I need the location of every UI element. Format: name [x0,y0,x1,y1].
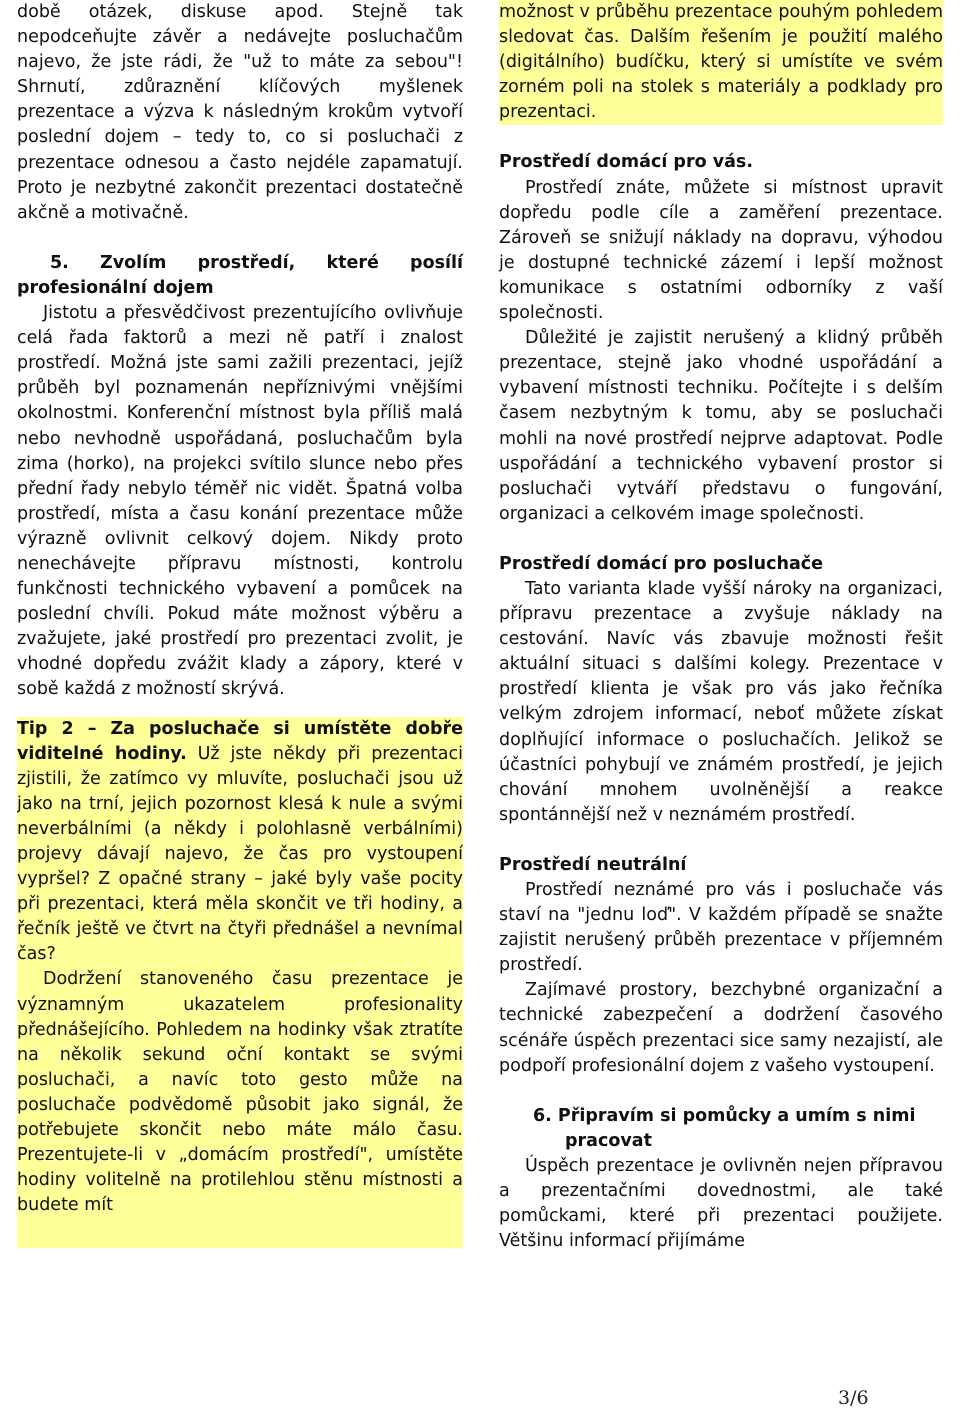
home-for-audience-heading: Prostředí domácí pro posluchače [499,553,824,574]
home-for-you-heading: Prostředí domácí pro vás. [499,152,753,173]
neutral-heading: Prostředí neutrální [499,854,687,875]
tip-title: Tip 2 – Za posluchače si umístěte dobře viditelné hodiny. [17,718,463,764]
tip-box-continued [499,0,943,125]
home-for-you-paragraph-2: Důležité je zajistit nerušený a klidný průběh prezentace, stejně jako vhodné uspořádání a vybavení místnosti techniku. Počítejte i s delším časem nezbytným k tomu, aby se posluchači mohli na nové prostředí nejprve adaptovat. Podle uspořádání a technického vybavení prostor si posluchači vytváří představu o fungování, organizaci a celkovém image společnosti. [499,328,943,524]
section-5-heading: 5. Zvolím prostředí, které posílí profesionální dojem [17,252,463,298]
section-5-body: Jistotu a přesvědčivost prezentujícího ovlivňuje celá řada faktorů a mezi ně patří i znalost prostředí. Možná jste sami zažili prezentaci, jejíž průběh byl poznamenán nepříznivými vnějšími okolnostmi. Konferenční místnost byla příliš malá nebo nevhodně uspořádaná, posluchačům byla zima (horko), na projekci svítilo slunce nebo přes přední řady nebylo téměř nic vidět. Špatná volba prostředí, místa a času konání prezentace může výrazně ovlivnit celkový dojem. Nikdy proto nenechávejte přípravu místnosti, kontrolu funkčnosti technického vybavení a pomůcek na poslední chvíli. Pokud máte možnost výběru a zvažujete, jaké prostředí pro prezentaci zvolit, je vhodné dopředu zvážit klady a zápory, které v sobě každá z možností skrývá. [17,303,463,700]
neutral-paragraph-1: Prostředí neznámé pro vás i posluchače vás staví na "jednu loď". V každém případě se snažte zajistit nerušený průběh prezentace v příjemném prostředí. [499,880,943,976]
section-6-body: Úspěch prezentace je ovlivněn nejen přípravou a prezentačními dovednostmi, ale také pomůckami, které při prezentaci použijete. Většinu informací přijímáme [499,1155,943,1252]
home-for-audience-paragraph: Tato varianta klade vyšší nároky na organizaci, přípravu prezentace a zvyšuje náklady na cestování. Navíc vás zbavuje možnosti řešit aktuální situaci s dalšími kolegy. Prezentace v prostředí klienta je však pro vás jako řečníka velkým zdrojem informací, neboť můžete získat doplňující informace o posluchačích. Jelikož se účastníci pohybují ve známém prostředí, je jejich chování mnohem uvolněnější a reakce spontánnější než v neznámém prostředí. [499,578,943,825]
tip-text-1: Už jste někdy při prezentaci zjistili, že zatímco vy mluvíte, posluchači jsou už jako na trní, jejich pozornost klesá k nule a svými neverbálními (a někdy i polohlasně verbálními) projevy dávají najevo, že čas pro vystoupení vypršel? Z opačné strany – jaké byly vaše pocity při prezentaci, která měla skončit ve tři hodiny, a řečník ještě ve čtvrt na čtyři přednášel a nevnímal čas? [17,743,463,965]
intro-paragraph: době otázek, diskuse apod. Stejně tak nepodceňujte závěr a nedávejte posluchačům najevo, že jste rádi, že "už to máte za sebou"! Shrnutí, zdůraznění klíčových myšlenek prezentace a výzva k následným krokům vytvoří poslední dojem – tedy to, co si posluchači z prezentace odnesou a často nejdéle zapamatují. Proto je nezbytné zakončit prezentaci dostatečně akčně a motivačně. [17,2,463,223]
section-6-heading: 6. Připravím si pomůcky a umím s nimi pracovat [533,1105,916,1151]
neutral-paragraph-2: Zajímavé prostory, bezchybné organizační a technické zabezpečení a dodržení časového scénáře úspěch prezentaci sice samy nezajistí, ale podpoří profesionální dojem z vašeho vystoupení. [499,980,943,1076]
tip-box [17,717,463,1248]
right-column [499,0,943,1254]
home-for-you-paragraph-1: Prostředí znáte, můžete si místnost upravit dopředu podle cíle a zaměření prezentace. Zároveň se snižují náklady na dopravu, výhodou je dostupné technické zázemí i lepší možnost komunikace s ostatními odborníky z vaší společnosti. [499,177,943,324]
tip-paragraph-1 [17,717,463,968]
tip-paragraph-2: Dodržení stanoveného času prezentace je významným ukazatelem profesionality přednášejícího. Pohledem na hodinky však ztratíte na několik sekund oční kontakt se svými posluchači, a navíc toto gesto může na posluchače podvědomě působit jako signál, že potřebujete skončit nebo máte málo času. Prezentujete-li v „domácím prostředí", umístěte hodiny volitelně na protilehlou stěnu místnosti a budete mít [17,969,463,1216]
page-number: 3/6 [838,1387,869,1409]
tip-continued-paragraph: možnost v průběhu prezentace pouhým pohledem sledovat čas. Dalším řešením je použití malého (digitálního) budíčku, který si umístíte ve svém zorném poli na stolek s materiály a podklady pro prezentaci. [499,2,943,123]
left-column [17,0,463,1248]
